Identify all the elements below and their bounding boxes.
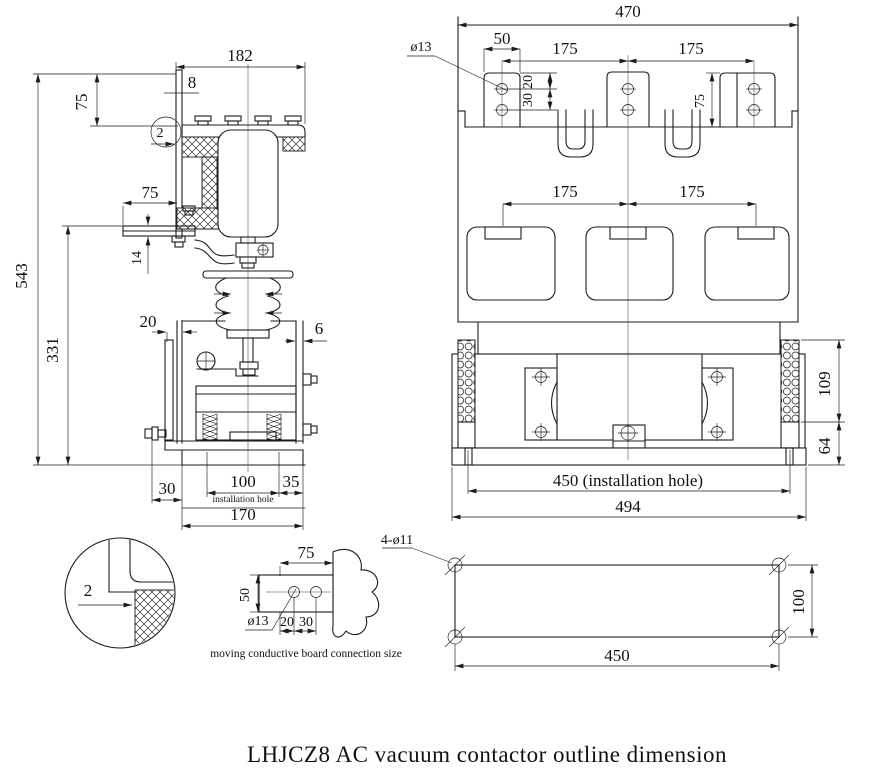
mounting-holes-label: 4-ø11 <box>380 533 414 548</box>
dim-6: 6 <box>314 319 324 338</box>
lifting-hooks <box>558 110 700 157</box>
dim-50: 50 <box>493 29 511 48</box>
dim-75-top: 75 <box>72 93 91 111</box>
dim-109: 109 <box>815 371 834 397</box>
dim-o13: ø13 <box>410 40 432 55</box>
board-dim-30: 30 <box>299 615 313 630</box>
dim-543: 543 <box>12 263 31 289</box>
spring-stack-right <box>781 340 799 422</box>
dim-75-board: 75 <box>141 183 159 202</box>
mounting-rect <box>455 565 779 637</box>
break-out-blob <box>333 549 379 637</box>
front-view-structure <box>452 17 806 465</box>
dim-30-front: 30 <box>521 93 536 107</box>
dim-175-mid-right: 175 <box>679 182 705 201</box>
side-view <box>12 46 327 530</box>
flexible-connector <box>195 240 234 264</box>
dim-175-top-right: 175 <box>678 39 704 58</box>
dim-8: 8 <box>187 73 197 92</box>
detail-balloon-label: 2 <box>156 126 164 141</box>
dim-182: 182 <box>227 46 253 65</box>
magnet-section <box>452 322 806 465</box>
dim-100-note: installation hole <box>212 495 274 505</box>
mounting-dim-100: 100 <box>789 589 808 615</box>
center-bracket <box>613 425 645 448</box>
dim-175-top-left: 175 <box>552 39 578 58</box>
dim-30: 30 <box>158 479 176 498</box>
dim-64: 64 <box>815 437 834 455</box>
mounting-dim-lines <box>382 548 818 671</box>
spring-stack-left <box>458 340 475 422</box>
dim-75-front: 75 <box>693 94 708 108</box>
board-dim-o13: ø13 <box>247 614 269 629</box>
dim-20-front: 20 <box>521 75 536 89</box>
detail-label: 2 <box>83 581 93 600</box>
detail-content <box>109 536 179 650</box>
board-caption: moving conductive board connection size <box>210 648 402 660</box>
front-view <box>407 2 845 521</box>
board-dim-20: 20 <box>280 615 294 630</box>
dim-100: 100 <box>230 472 256 491</box>
board-dim-50: 50 <box>238 588 253 602</box>
board-dim-75: 75 <box>297 543 315 562</box>
mounting-plate-view <box>381 533 818 671</box>
detail-view <box>65 536 179 650</box>
dim-450-install: 450 (installation hole) <box>552 471 704 490</box>
base-bar <box>452 448 806 465</box>
mounting-dim-450: 450 <box>604 646 630 665</box>
drawing-title: LHJCZ8 AC vacuum contactor outline dimension <box>246 742 728 767</box>
dim-331: 331 <box>43 337 62 363</box>
stem-clamp <box>236 237 273 268</box>
dim-170: 170 <box>230 505 256 524</box>
board-connection-view <box>210 543 402 660</box>
mounting-holes <box>445 555 789 647</box>
dim-14: 14 <box>130 251 145 265</box>
dim-494: 494 <box>615 497 641 516</box>
dim-20: 20 <box>139 312 157 331</box>
dim-35: 35 <box>282 472 300 491</box>
contact-springs <box>203 414 281 441</box>
dim-175-mid-left: 175 <box>552 182 578 201</box>
dim-470: 470 <box>615 2 641 21</box>
board-plate <box>259 575 333 612</box>
